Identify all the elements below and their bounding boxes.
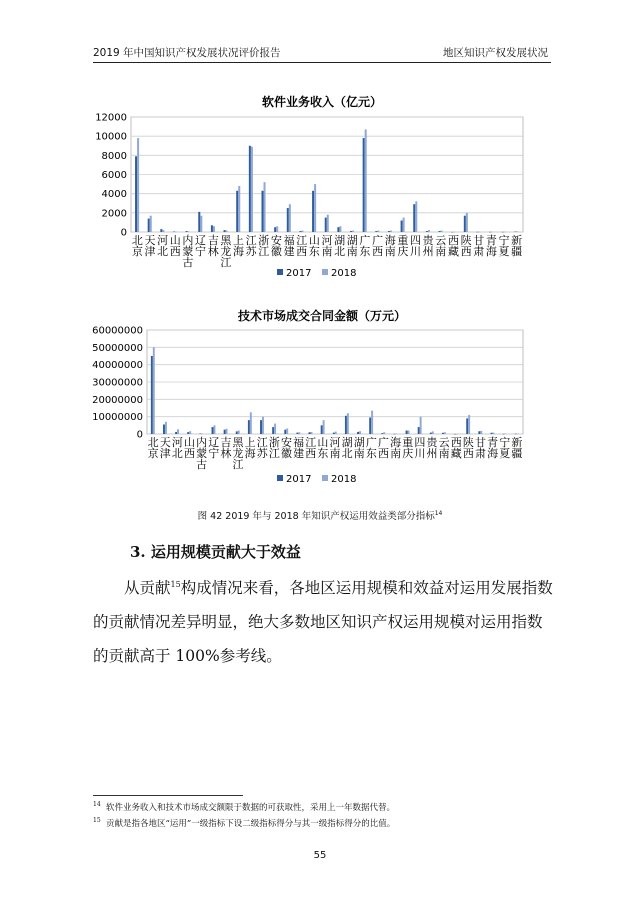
x-tick-label: 湖南 [346, 234, 358, 258]
legend-swatch-2017 [277, 475, 283, 481]
bar-2017-西藏 [454, 434, 456, 435]
y-tick-label: 60000000 [92, 325, 143, 337]
bar-2017-内蒙古 [199, 433, 201, 434]
x-tick-label: 广东 [359, 234, 371, 258]
bar-2018-贵州 [432, 431, 434, 434]
bar-2018-江西 [310, 432, 312, 434]
bar-2017-贵州 [430, 433, 432, 434]
bar-2017-江西 [299, 231, 301, 232]
y-tick-label: 4000 [101, 189, 127, 201]
bar-2018-宁夏 [504, 232, 506, 233]
bar-2018-湖南 [352, 231, 354, 232]
x-tick-label: 山东 [317, 436, 329, 460]
x-tick-label: 黑龙江 [232, 436, 244, 471]
figure-caption [0, 508, 640, 522]
bar-2018-江苏 [262, 417, 264, 434]
section-title: 3. 运用规模贡献大于效益 [130, 543, 301, 561]
x-tick-label: 陕西 [460, 234, 472, 258]
software-revenue-chart [0, 92, 640, 282]
bar-2018-江西 [301, 231, 303, 232]
bar-2018-黑龙江 [238, 431, 240, 434]
x-tick-label: 山西 [169, 234, 181, 258]
bar-2018-安徽 [276, 226, 278, 232]
header-left-title: 2019 年中国知识产权发展状况评价报告 [93, 47, 281, 59]
bar-2018-湖南 [359, 431, 361, 434]
bar-2018-西藏 [453, 232, 455, 233]
x-tick-label: 河北 [171, 436, 183, 460]
bar-2018-云南 [441, 231, 443, 232]
bar-2018-山西 [175, 232, 177, 233]
x-tick-label: 西藏 [450, 436, 462, 460]
paragraph-part-2: 构成情况来看，各地区运用规模和效益对运用发展指数的贡献情况差异明显，绝大多数地区知识产权运用规模对运用指数的贡献高于 100%参考线。 [93, 579, 553, 666]
bar-2017-海南 [388, 231, 390, 232]
figure-caption-text: 图 42 2019 年与 2018 年知识产权运用效益类部分指标 [197, 511, 435, 522]
bar-2017-宁夏 [503, 434, 505, 435]
figure-caption-footnote-ref: 14 [434, 509, 443, 517]
x-tick-label: 上海 [232, 234, 244, 258]
legend-label-2018: 2018 [331, 474, 357, 485]
bar-2018-广东 [371, 411, 373, 434]
x-tick-label: 山西 [183, 436, 195, 460]
bar-2017-内蒙古 [186, 231, 188, 232]
bar-2017-湖南 [350, 231, 352, 232]
y-tick-label: 2000 [101, 208, 127, 220]
x-tick-label: 江苏 [256, 436, 268, 460]
bar-2017-广东 [369, 418, 371, 434]
y-tick-label: 10000 [95, 131, 127, 143]
bar-2017-河北 [160, 229, 162, 232]
chart-title: 软件业务收入（亿元） [261, 95, 383, 109]
footnote-14-number: 14 [93, 801, 101, 809]
bar-2018-辽宁 [213, 425, 215, 434]
x-tick-label: 天津 [144, 234, 156, 258]
x-tick-label: 北京 [147, 436, 159, 460]
bar-2018-广西 [377, 231, 379, 232]
x-tick-label: 湖北 [341, 436, 353, 460]
bar-2017-山东 [312, 191, 314, 232]
x-tick-label: 内蒙古 [182, 234, 194, 269]
x-tick-label: 甘肃 [473, 234, 485, 258]
x-tick-label: 西藏 [447, 234, 459, 258]
legend-label-2017: 2017 [286, 474, 312, 485]
bar-2017-贵州 [426, 231, 428, 232]
bar-2018-新疆 [517, 433, 519, 434]
y-tick-label: 6000 [101, 170, 127, 181]
bar-2018-浙江 [274, 424, 276, 434]
bar-2018-陕西 [466, 213, 468, 232]
y-tick-label: 0 [120, 227, 127, 239]
bar-2018-河南 [327, 215, 329, 232]
bar-2018-福建 [298, 432, 300, 434]
x-tick-label: 山东 [308, 234, 320, 258]
x-tick-label: 四川 [414, 436, 426, 460]
bar-2018-江苏 [251, 147, 253, 232]
bar-2017-重庆 [401, 221, 403, 233]
x-tick-label: 陕西 [462, 436, 474, 460]
x-tick-label: 新疆 [511, 234, 523, 258]
bar-2017-北京 [135, 156, 137, 232]
bar-2018-河北 [177, 429, 179, 434]
bar-2018-北京 [153, 347, 155, 434]
footnote-15 [93, 817, 395, 829]
footnote-14-text: 软件业务收入和技术市场成交额限于数据的可获取性，采用上一年数据代替。 [106, 803, 396, 813]
x-tick-label: 天津 [159, 436, 171, 460]
bar-2018-浙江 [264, 182, 266, 232]
x-tick-label: 浙江 [258, 234, 270, 258]
bar-2018-宁夏 [505, 434, 507, 435]
bar-2017-北京 [151, 356, 153, 434]
bar-2017-广西 [375, 231, 377, 232]
bar-2017-新疆 [514, 232, 516, 233]
x-tick-label: 广西 [378, 436, 390, 460]
bar-2018-天津 [165, 422, 167, 434]
bar-2017-吉林 [224, 430, 226, 434]
body-paragraph [93, 568, 553, 673]
y-tick-label: 30000000 [92, 377, 143, 389]
x-tick-label: 云南 [435, 234, 447, 258]
bar-2018-重庆 [403, 218, 405, 232]
x-tick-label: 安徽 [280, 436, 292, 460]
x-tick-label: 湖北 [334, 234, 346, 258]
bar-2017-湖北 [337, 227, 339, 232]
bar-2017-上海 [248, 420, 250, 434]
bar-2018-内蒙古 [201, 434, 203, 435]
bar-2017-山西 [173, 232, 175, 233]
x-tick-label: 云南 [438, 436, 450, 460]
bar-2017-黑龙江 [224, 230, 226, 232]
legend-label-2018: 2018 [331, 268, 357, 279]
bar-2017-河南 [333, 433, 335, 434]
bar-2017-黑龙江 [236, 431, 238, 434]
bar-2017-云南 [439, 231, 441, 232]
bar-2017-新疆 [515, 434, 517, 435]
bar-2018-陕西 [468, 415, 470, 434]
bar-2018-广西 [383, 432, 385, 434]
x-tick-label: 海南 [384, 234, 396, 258]
bar-2018-青海 [491, 232, 493, 233]
x-tick-label: 江西 [305, 436, 317, 460]
x-tick-label: 重庆 [397, 234, 409, 258]
x-tick-label: 宁夏 [498, 234, 510, 258]
footnote-15-number: 15 [93, 817, 101, 825]
x-tick-label: 浙江 [268, 436, 280, 460]
x-tick-label: 安徽 [270, 234, 282, 258]
bar-2018-重庆 [408, 431, 410, 434]
y-tick-label: 50000000 [92, 342, 143, 354]
bar-2017-湖北 [345, 416, 347, 434]
legend-swatch-2018 [322, 475, 328, 481]
bar-2017-广西 [381, 433, 383, 434]
bar-2017-辽宁 [198, 212, 200, 232]
x-tick-label: 宁夏 [499, 436, 511, 460]
bar-2017-河南 [325, 218, 327, 232]
x-tick-label: 吉林 [220, 436, 232, 460]
y-tick-label: 8000 [101, 150, 127, 162]
x-tick-label: 海南 [390, 436, 402, 460]
bar-2018-山西 [189, 431, 191, 434]
x-tick-label: 新疆 [511, 436, 523, 460]
x-tick-label: 吉林 [207, 234, 219, 258]
footnote-15-text: 贡献是指各地区“运用”一级指标下设二级指标得分与其一级指标得分的比值。 [106, 819, 396, 829]
bar-2017-安徽 [284, 430, 286, 434]
chart-title: 技术市场成交合同金额（万元） [237, 309, 407, 323]
x-tick-label: 黑龙江 [220, 234, 232, 269]
x-tick-label: 辽宁 [195, 234, 207, 258]
bar-2017-福建 [296, 433, 298, 434]
bar-2017-山东 [321, 425, 323, 434]
bar-2018-贵州 [428, 230, 430, 232]
bar-2018-甘肃 [480, 431, 482, 434]
bar-2017-天津 [163, 424, 165, 434]
bar-2018-甘肃 [478, 232, 480, 233]
x-tick-label: 江西 [296, 234, 308, 258]
bar-2018-辽宁 [200, 216, 202, 232]
x-tick-label: 青海 [485, 234, 497, 258]
footnote-divider [93, 795, 243, 796]
bar-2017-浙江 [261, 191, 263, 232]
bar-2017-江西 [309, 432, 311, 434]
bar-2017-吉林 [211, 225, 213, 232]
bar-2017-江苏 [249, 146, 251, 232]
bar-2017-陕西 [466, 418, 468, 434]
x-tick-label: 贵州 [422, 234, 434, 258]
x-tick-label: 辽宁 [208, 436, 220, 460]
x-tick-label: 上海 [244, 436, 256, 460]
x-tick-label: 福建 [293, 436, 305, 460]
bar-2018-山东 [323, 420, 325, 434]
bar-2018-上海 [238, 186, 240, 232]
header-divider [93, 62, 551, 63]
bar-2017-陕西 [464, 216, 466, 232]
bar-2017-四川 [418, 427, 420, 434]
bar-2017-甘肃 [476, 232, 478, 233]
x-tick-label: 河南 [329, 436, 341, 460]
bar-2017-山西 [187, 432, 189, 434]
bar-2018-内蒙古 [188, 231, 190, 232]
bar-2017-云南 [442, 433, 444, 434]
bar-2018-北京 [137, 138, 139, 232]
x-tick-label: 北京 [131, 234, 143, 258]
bar-2017-海南 [393, 434, 395, 435]
bar-2017-青海 [489, 232, 491, 233]
x-tick-label: 重庆 [402, 436, 414, 460]
bar-2018-青海 [492, 433, 494, 434]
bar-2018-山东 [314, 184, 316, 232]
bar-2017-河北 [175, 432, 177, 434]
bar-2018-上海 [250, 412, 252, 434]
bar-2018-河北 [162, 230, 164, 232]
y-tick-label: 40000000 [92, 360, 143, 372]
bar-2017-四川 [413, 204, 415, 232]
bar-2017-上海 [236, 191, 238, 232]
bar-2018-吉林 [226, 429, 228, 434]
bar-2017-福建 [287, 208, 289, 232]
x-tick-label: 河北 [157, 234, 169, 258]
x-tick-label: 广西 [372, 234, 384, 258]
bar-2017-西藏 [451, 232, 453, 233]
bar-2018-四川 [420, 417, 422, 434]
bar-2018-黑龙江 [226, 231, 228, 232]
bar-2017-青海 [490, 433, 492, 434]
bar-2017-安徽 [274, 227, 276, 232]
bar-2018-吉林 [213, 226, 215, 232]
y-tick-label: 0 [136, 429, 143, 441]
bar-2018-海南 [390, 231, 392, 232]
bar-2017-浙江 [272, 427, 274, 434]
y-tick-label: 20000000 [92, 394, 143, 406]
x-tick-label: 青海 [487, 436, 499, 460]
bar-2018-四川 [415, 201, 417, 232]
bar-2018-湖北 [339, 226, 341, 232]
bar-2017-江苏 [260, 420, 262, 434]
header-right-title: 地区知识产权发展状况 [443, 47, 548, 59]
bar-2018-河南 [335, 432, 337, 434]
bar-2018-西藏 [456, 434, 458, 435]
x-tick-label: 福建 [283, 234, 295, 258]
x-tick-label: 甘肃 [475, 436, 487, 460]
x-tick-label: 内蒙古 [196, 436, 208, 471]
footnote-ref-15: 15 [170, 580, 181, 589]
bar-2017-湖南 [357, 432, 359, 434]
bar-2017-天津 [148, 219, 150, 232]
x-tick-label: 湖南 [353, 436, 365, 460]
paragraph-part-1: 从贡献 [124, 579, 171, 598]
legend-label-2017: 2017 [286, 268, 312, 279]
bar-2018-海南 [395, 434, 397, 435]
legend-swatch-2017 [277, 269, 283, 275]
bar-2018-天津 [150, 216, 152, 232]
bar-2018-湖北 [347, 413, 349, 434]
bar-2017-广东 [363, 138, 365, 232]
y-tick-label: 12000 [95, 112, 127, 124]
bar-2017-宁夏 [502, 232, 504, 233]
tech-market-chart [0, 304, 640, 504]
bar-2017-重庆 [406, 431, 408, 434]
bar-2018-福建 [289, 204, 291, 232]
x-tick-label: 河南 [321, 234, 333, 258]
legend-swatch-2018 [322, 269, 328, 275]
x-tick-label: 贵州 [426, 436, 438, 460]
footnote-14 [93, 801, 395, 813]
bar-2018-安徽 [286, 428, 288, 434]
bar-2018-广东 [365, 129, 367, 232]
x-tick-label: 广东 [365, 436, 377, 460]
x-tick-label: 江苏 [245, 234, 257, 258]
bar-2018-新疆 [516, 231, 518, 232]
x-tick-label: 四川 [410, 234, 422, 258]
bar-2017-甘肃 [478, 431, 480, 434]
bar-2018-云南 [444, 432, 446, 434]
y-tick-label: 10000000 [92, 412, 143, 424]
bar-2017-辽宁 [212, 427, 214, 434]
page-number: 55 [313, 850, 327, 861]
